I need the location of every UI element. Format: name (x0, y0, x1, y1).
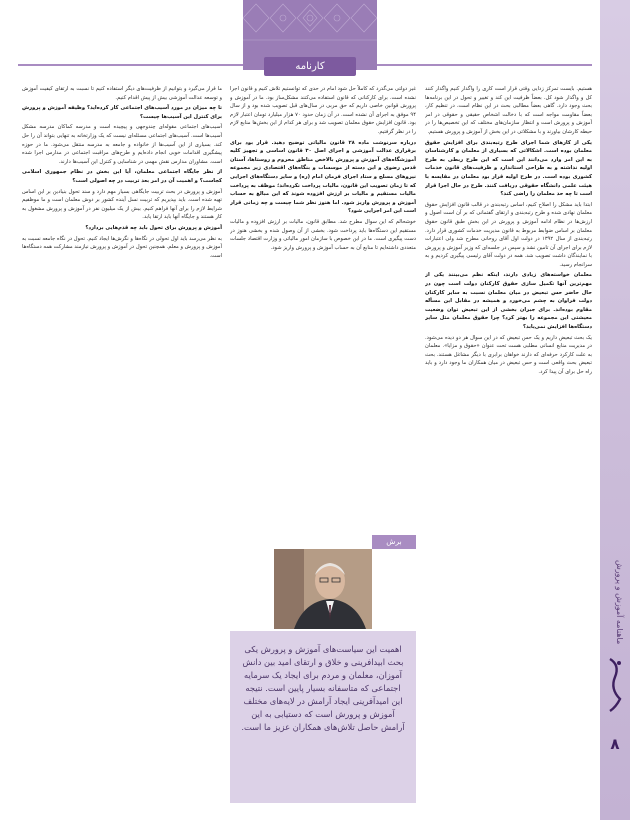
pull-quote-text: اهمیت این سیاست‌های آموزش و پرورش یکی بحث ابیدافرینی و خلاق و ارتقای امید بین دانش آموزان، معلمان و مردم برای ایجاد یک سرمایه اجتماعی که متاسفانه بسیار پایین است. نتیجه این امیدآفرینی ایجاد آرامش در لایه‌های مختلف آموزش و پرورش است که دستیابی به این آرامش حاصل تلاش‌های همکاران عزیز ما است. (241, 644, 405, 732)
pull-quote-callout (230, 535, 416, 803)
journal-name: ماهنامه آموزش و پرورش (615, 560, 624, 645)
column-right (425, 85, 592, 785)
question-paragraph: معلمان خواسته‌های زیادی دارند، اینکه نظم می‌بینند یکی از مهم‌ترین آنها تکمیل سازی حقوق کارکنان دولت است چون در حال حاضر حس تبعیض در میان معلمان نسبت به سایر کارکنان دولت فراوان به چشم می‌خورد و همیشه در مقابل این مسأله مقاوم بوده‌اند. برای جبران بخشی از این تبعیض توان وضعیت معیشتی این مجموعه را بهتر کرد؟ چرا حقوق معلمان مثل سایر دستگاه‌ها افزایش نمی‌یابد؟ (425, 272, 592, 331)
question-paragraph: یکی از کارهای شما اجرای طرح رتبه‌بندی برای افزایش حقوق معلمان بوده است. اشکالاتی که بسیاری از معلمان و کارشناسان به این امر وارد می‌دانند این است که این طرح ربطی به طرح اولیه نداشته و به طراحی استاندارد و ظرفیت‌های قانون خدمات کشوری بوده است. در طرح اولیه قرار بود معلمان در مقایسه با هیئت علمی دانشگاه حقوقی دریافت کنند. طرح در حال اجرا قرار است تا چه حد معلمان را راضی کند؟ (425, 139, 592, 198)
question-paragraph: آموزش و پرورش برای تحول باید چه قدم‌هایی بردارد؟ (85, 224, 222, 231)
question-paragraph: از نظر جایگاه اجتماعی معلمان، آیا این بخش در نظام جمهوری اسلامی کجاست؟ و اهمیت آن در امر بعد تربیت در چه اصولی است؟ (22, 169, 222, 184)
side-strip (600, 0, 630, 820)
paragraph: به نظر می‌رسد باید اول تحولی در نگاه‌ها و نگرش‌ها ایجاد کنیم. تحول در نگاه جامعه نسبت به آموزش و پرورش و معلم. همچنین تحول در آموزش و پرورش نیازمند مشارکت همه دستگاه‌ها است. (22, 235, 222, 259)
paragraph: هستیم. بایست تمرکز زدایی وقتی قرار است کاری را واگذار کنیم واگذار کنند کل و واگذار شود کل. بعضاً ظرفیت این کند و تغییر و تحول در این برنامه‌ها بحث وجود دارد. گاهی بعضاً مطالبی بحث در این نظام است، در تنظیم کار، بعضاً مقاومت مواجه است که با دخالت اشخاص حقیقی و حقوقی در امر آموزش و پرورش است و انتظار سازمان‌های مختلف که این تخصیص‌ها را در حیطه کارشان بیاورند و با مشکلاتی در این بخش از آموزش و پرورش هستیم. (425, 86, 592, 135)
paragraph: خوشحالم که این سوال مطرح شد. مطابق قانون، مالیات بر ارزش افزوده و مالیات مستقیم این دستگاه‌ها باید پرداخت شود. بخشی از آن وصول شده و بخشی هنوز در دست پیگیری است. ما در این خصوص با سازمان امور مالیاتی و وزارت اقتصاد جلسات متعددی داشته‌ایم تا منابع آن به حساب آموزش و پرورش واریز شود. (230, 218, 416, 251)
portrait-figure (274, 549, 372, 629)
section-tag: کارنامه (264, 57, 356, 76)
callout-tag: برش (372, 535, 416, 549)
column-left (22, 85, 222, 785)
paragraph: آسیب‌های اجتماعی مقوله‌ای چندوجهی و پیچیده است و مدرسه کماکان مدرسه مشکل آسیب‌ها است. آسیب‌های اجتماعی مسئله‌ای نیست که یک وزارتخانه به تنهایی بتواند آن را حل کند. بسیاری از این آسیب‌ها از خانواده و جامعه به مدرسه منتقل می‌شود. ما در حوزه پیشگیری اقدامات خوبی انجام داده‌ایم و طرح‌های مراقبت اجتماعی در مدارس اجرا شده است. مشاوران مدارس نقش مهمی در شناسایی و کنترل این آسیب‌ها دارند. (22, 124, 222, 165)
paragraph: ابتدا باید مشکل را اصلاح کنیم، اساس رتبه‌بندی در قالب قانون افزایش حقوق معلمان نهادی شده و طرح رتبه‌بندی و ارتقای گفتمانی که بر آن است اصول و ارزش‌ها در نظام ادامه آموزش و پرورش در این بخش طبق قانون حقوق معلمان بر اساس ضوابط مربوط به قانون مدیریت خدمات کشوری قرار دارد. رتبه‌بندی از سال ۱۳۹۲ در دولت اول آقای روحانی مطرح شد ولی اعتبارات لازم برای اجرای آن تامین نشد و سپس در جلسه‌ای که وزیر آموزش و پرورش با نمایندگان داشت تصویب شد. همه در دولت آقای رئیسی پیگیری کردیم و به سرانجام رسید. (425, 201, 592, 268)
paragraph: آموزش و پرورش در بحث تربیت جایگاهی بسیار مهم دارد و سند تحول بنیادین بر این اساس تهیه شده است. باید بپذیریم که تربیت نسل آینده کشور بر دوش معلمان است و ما موظفیم شرایط لازم را برای آنها فراهم کنیم. بیش از یک میلیون نفر در آموزش و پرورش مشغول به کار هستند و جایگاه آنها باید ارتقا یابد. (22, 188, 222, 221)
column-middle (230, 85, 416, 530)
paragraph: غیر دولتی می‌گذرد که کاملاً حل شود امام در حدی که توانستیم تلاش کنیم و قانون اجرا نشده است. برای کارکنانی که قانون استفاده می‌کنند مشکل‌ساز بود. ما در آموزش و پرورش قوانین خاصی داریم که حق مربی در سال‌های قبل تصویب شده بود و از سال ۹۴ موفق به اجرای آن نشده است. در آن زمان حدود ۷۰ هزار میلیارد تومان اعتبار لازم بود. قانون افزایش حقوق معلمان تصویب شد و برای هر کدام از این بخش‌ها منابع لازم را در نظر گرفتیم. (230, 86, 416, 135)
paragraph: ما قرار می‌گیرد و بتوانیم از ظرفیت‌های دیگر استفاده کنیم تا نسبت به ارتقای کیفیت آموزش و توسعه عدالت آموزشی بیش از پیش اقدام کنیم. (22, 86, 222, 101)
journal-logo-icon (604, 655, 626, 715)
question-paragraph: تا چه میزان در مورد آسیب‌های اجتماعی کار کرده‌اید؟ وظیفه آموزش و پرورش برای کنترل این آسیب‌ها چیست؟ (22, 105, 222, 120)
page-number: ۸ (610, 735, 620, 753)
paragraph: یک بحث تبعیض داریم و یک حس تبعیض که در این سوال هر دو دیده می‌شود. در مدیریت منابع انسانی مطلبی هست تحت عنوان «حقوق و مزایا». معلمان به علت کارکرد حرفه‌ای که دارند خواهان برابری با دیگر مشاغل هستند. بحث تبعیض بحث واقعی است و حس تبعیض در میان همکاران ما وجود دارد و باید راه حل برای آن پیدا کرد. (425, 334, 592, 375)
question-paragraph: درباره سرنوشت ماده ۲۸ قانون مالیاتی توضیح دهید. قرار بود برای برقراری عدالت آموزشی و اجرای اصل ۳۰ قانون اساسی و تجهیز کلیه آموزشگاه‌های آموزش و پرورش بالاخص مناطق محروم و روستاها، آستان قدس رضوی و این دسته از موسسات و بنگاه‌های اقتصادی زیر مجموعه نیروهای مسلح و ستاد اجرای فرمان امام (ره) و سایر دستگاه‌های اجرایی که تا زمان تصویب این قانون، مالیات پرداخت نکرده‌اند؛ موظف به پرداخت مالیات مستقیم و مالیات بر ارزش افزوده شوند که این مبالغ به حساب آموزش و پرورش واریز شود. اما هنوز نظر شما چیست و چه زمانی قرار است این امر اجرایی شود؟ (230, 139, 416, 215)
portrait-photo (274, 549, 372, 629)
